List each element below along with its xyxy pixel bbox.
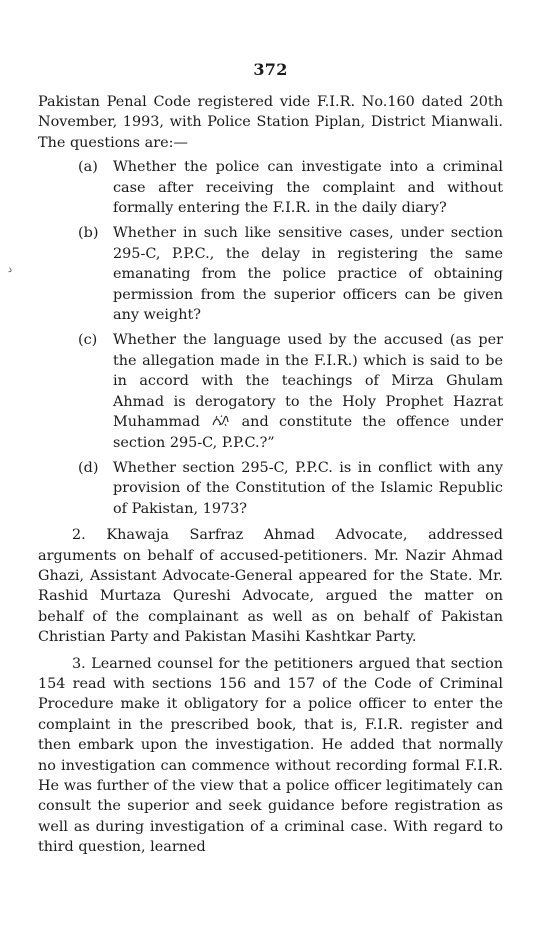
paragraph-2: 2. Khawaja Sarfraz Ahmad Advocate, addressed arguments on behalf of accused-petitioners. Mr. Nazir Ahmad Ghazi, Assistant Advocate-General appeared for the State. Mr. Rashid Murtaza Qureshi Advocate, argued the matter on behalf of the complainant as well as on behalf of Pakistan Christian Party and Pakistan Masihi Kashtkar Party.: [38, 527, 503, 646]
question-text: Whether the police can investigate into a criminal case after receiving the complaint and without formally entering the F.I.R. in the daily diary?: [113, 159, 503, 217]
question-text: [113, 330, 503, 452]
question-label: (c): [78, 332, 98, 349]
question-text: Whether section 295-C, P.P.C. is in conflict with any provision of the Constitution of the Islamic Republic of Pakistan, 1973?: [113, 459, 503, 517]
question-b: [38, 223, 503, 325]
document-body: [38, 92, 503, 858]
question-text-part: Whether the language used by the accused (as per the allegation made in the F.I.R.) which is said to be in accord with the teachings of Mirza Ghulam Ahmad is derogatory to the Holy Prophet Hazrat Muhammad: [113, 332, 503, 431]
paragraph-3: 3. Learned counsel for the petitioners argued that section 154 read with sections 156 and 157 of the Code of Criminal Procedure make it obligatory for a police officer to enter the complaint in the prescribed book, that is, F.I.R. register and then embark upon the investigation. He added that normally no investigation can commence without recording formal F.I.R. He was further of the view that a police officer legitimately can consult the superior and seek guidance before registration as well as during investigation of a criminal case. With regard to third question, learned: [38, 655, 503, 856]
pbuh-calligraphy-icon: [212, 415, 229, 427]
question-d: [38, 458, 503, 519]
question-text: Whether in such like sensitive cases, under section 295-C, P.P.C., the delay in registering the same emanating from the police practice of obtaining permission from the superior officers can be given any weight?: [113, 225, 503, 324]
intro-paragraph: Pakistan Penal Code registered vide F.I.R. No.160 dated 20th November, 1993, with Police Station Piplan, District Mianwali. The questions are:—: [38, 94, 503, 151]
question-text-part: and constitute the offence under section 295-C, P.P.C.?”: [113, 414, 504, 451]
page-number: 372: [253, 60, 288, 79]
question-label: (d): [78, 459, 99, 476]
question-c: [38, 330, 503, 452]
question-a: [38, 157, 503, 218]
question-label: (a): [78, 159, 98, 176]
question-label: (b): [78, 225, 99, 242]
margin-mark-icon: ذ: [8, 265, 13, 275]
